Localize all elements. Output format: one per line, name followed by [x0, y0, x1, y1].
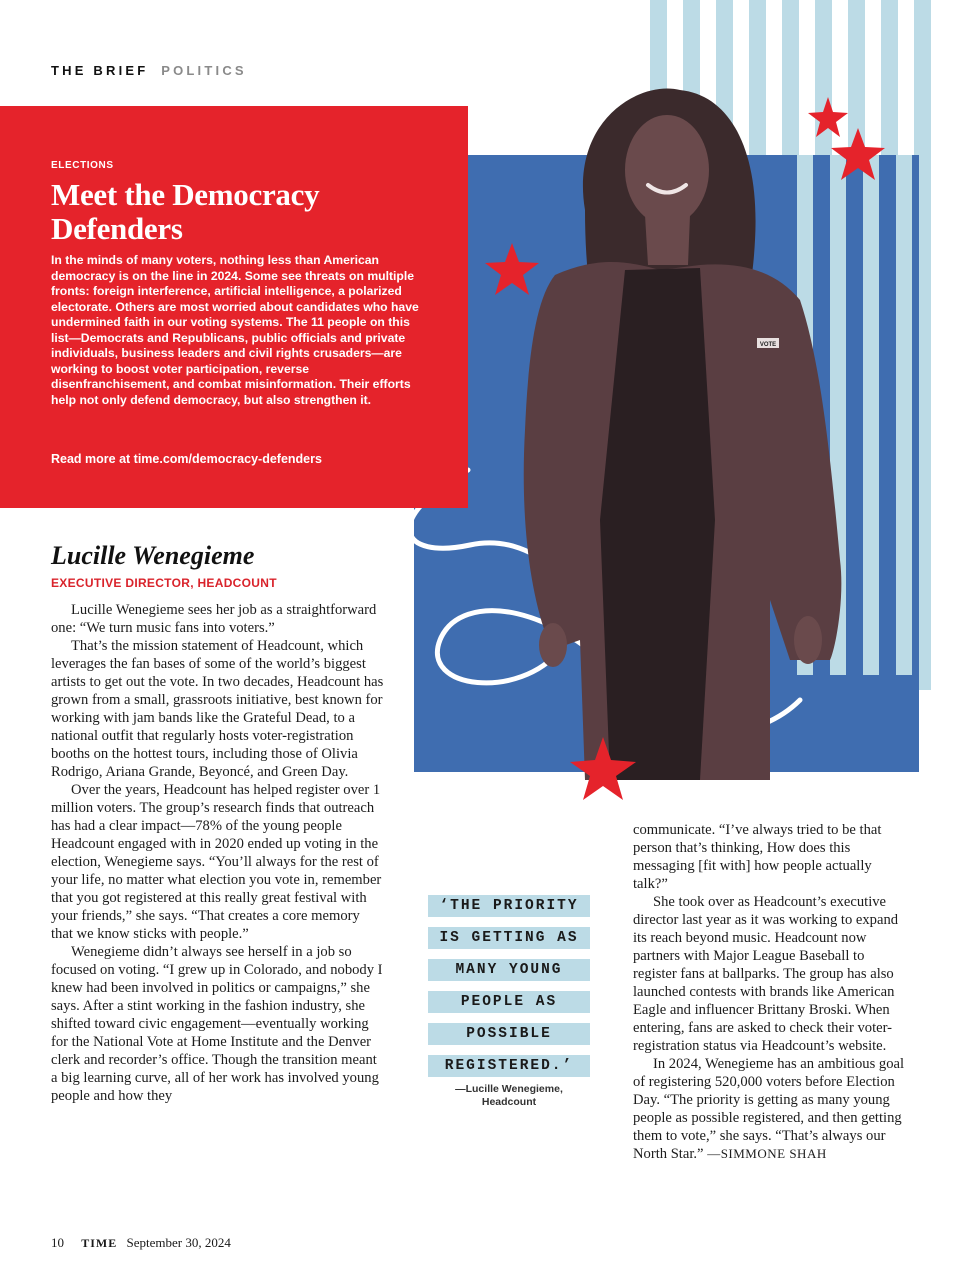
- paragraph: Lucille Wenegieme sees her job as a straightforward one: “We turn music fans into voters.”: [51, 602, 377, 636]
- paragraph: [633, 1055, 905, 1163]
- paragraph: That’s the mission statement of Headcount, which leverages the fan bases of some of the world’s biggest artists to get out the vote. In two decades, Headcount has grown from a small, grassroots initiative, best known for working with jam bands like the Grateful Dead, to a national outfit that regularly hosts voter-registration booths on the hottest tours, including those of Olivia Rodrigo, Ariana Grande, Beyoncé, and Green Day.: [51, 638, 384, 780]
- pull-quote-attribution: —Lucille Wenegieme, Headcount: [455, 1083, 563, 1108]
- feature-kicker: ELECTIONS: [51, 160, 114, 171]
- person-neck: [645, 215, 690, 265]
- paragraph: She took over as Headcount’s executive director last year as it was working to expand its reach beyond music. Headcount now partners with Major League Baseball to register fans at ballparks. The group has also launched contests with brands like American Eagle and influencer Brittany Broski. When entering, fans are asked to check their voter-registration status via Headcount’s website.: [633, 894, 899, 1054]
- paragraph: communicate. “I’ve always tried to be that person that’s thinking, How does this messaging [fit with] how people actually talk?”: [633, 822, 882, 892]
- profile-role: EXECUTIVE DIRECTOR, HEADCOUNT: [51, 576, 277, 590]
- pull-quote: [428, 895, 590, 1109]
- feature-title: Meet the Democracy Defenders: [51, 177, 320, 246]
- paragraph: Over the years, Headcount has helped register over 1 million voters. The group’s research finds that outreach has had a clear impact—78% of the young people Headcount engaged with in 2020 ended up voting in the election, Wenegieme says. “You’ll always for the rest of your life, no matter what election you vote in, remember that you got registered at this really great festival with your friends,” she says. “That creates a core memory that we know sticks with people.”: [51, 782, 382, 942]
- profile-name: Lucille Wenegieme: [51, 541, 255, 570]
- person-face: [625, 115, 709, 225]
- byline: —SIMMONE SHAH: [707, 1146, 827, 1161]
- pull-quote-line: IS GETTING AS: [428, 927, 590, 949]
- subsection-label: POLITICS: [161, 63, 247, 78]
- person-left-hand: [539, 623, 567, 667]
- read-more-link[interactable]: Read more at time.com/democracy-defenders: [51, 452, 322, 466]
- pull-quote-line: ‘THE PRIORITY: [428, 895, 590, 917]
- vote-badge-text: VOTE: [759, 342, 777, 348]
- article-column-2: [633, 821, 905, 1163]
- person-right-hand: [794, 616, 822, 664]
- pull-quote-line: REGISTERED.’: [428, 1055, 590, 1077]
- star-icon: [808, 97, 848, 137]
- paragraph-text: In 2024, Wenegieme has an ambitious goal of registering 520,000 voters before Election Day. “The priority is getting as many young people as possible registered, and then getting them to vote,” she says. “That’s always our North Star.”: [633, 1056, 905, 1162]
- article-column-1: [51, 601, 384, 1105]
- page-number: 10: [51, 1235, 64, 1250]
- pull-quote-line: MANY YOUNG: [428, 959, 590, 981]
- star-icon: [485, 243, 539, 295]
- pull-quote-line: PEOPLE AS: [428, 991, 590, 1013]
- section-label: THE BRIEF: [51, 63, 149, 78]
- pull-quote-line: POSSIBLE: [428, 1023, 590, 1045]
- magazine-name: TIME: [81, 1236, 118, 1250]
- paragraph: Wenegieme didn’t always see herself in a job so focused on voting. “I grew up in Colorado, and nobody I knew had been involved in politics or campaigns,” she says. After a stint working in the fashion industry, she shifted toward civic engagement—eventually working for the National Vote at Home Institute and the Denver clerk and recorder’s office. Though the transition meant a big learning curve, all of her work has involved young people and how they: [51, 944, 383, 1104]
- feature-intro: In the minds of many voters, nothing less than American democracy is on the line in 2024. Some see threats on multiple fronts: foreign interference, artificial intelligence, a polarized electorate. Others are most worried about candidates who have undermined faith in our voting systems. The 11 people on this list—Democrats and Republicans, public officials and private individuals, business leaders and civil rights crusaders—are working to boost voter participation, reverse disenfranchisement, and combat misinformation. Their efforts help not only defend democracy, but also strengthen it.: [51, 253, 419, 407]
- feature-intro-box: [0, 106, 468, 508]
- issue-date: September 30, 2024: [126, 1235, 231, 1250]
- page-footer: [51, 1235, 231, 1251]
